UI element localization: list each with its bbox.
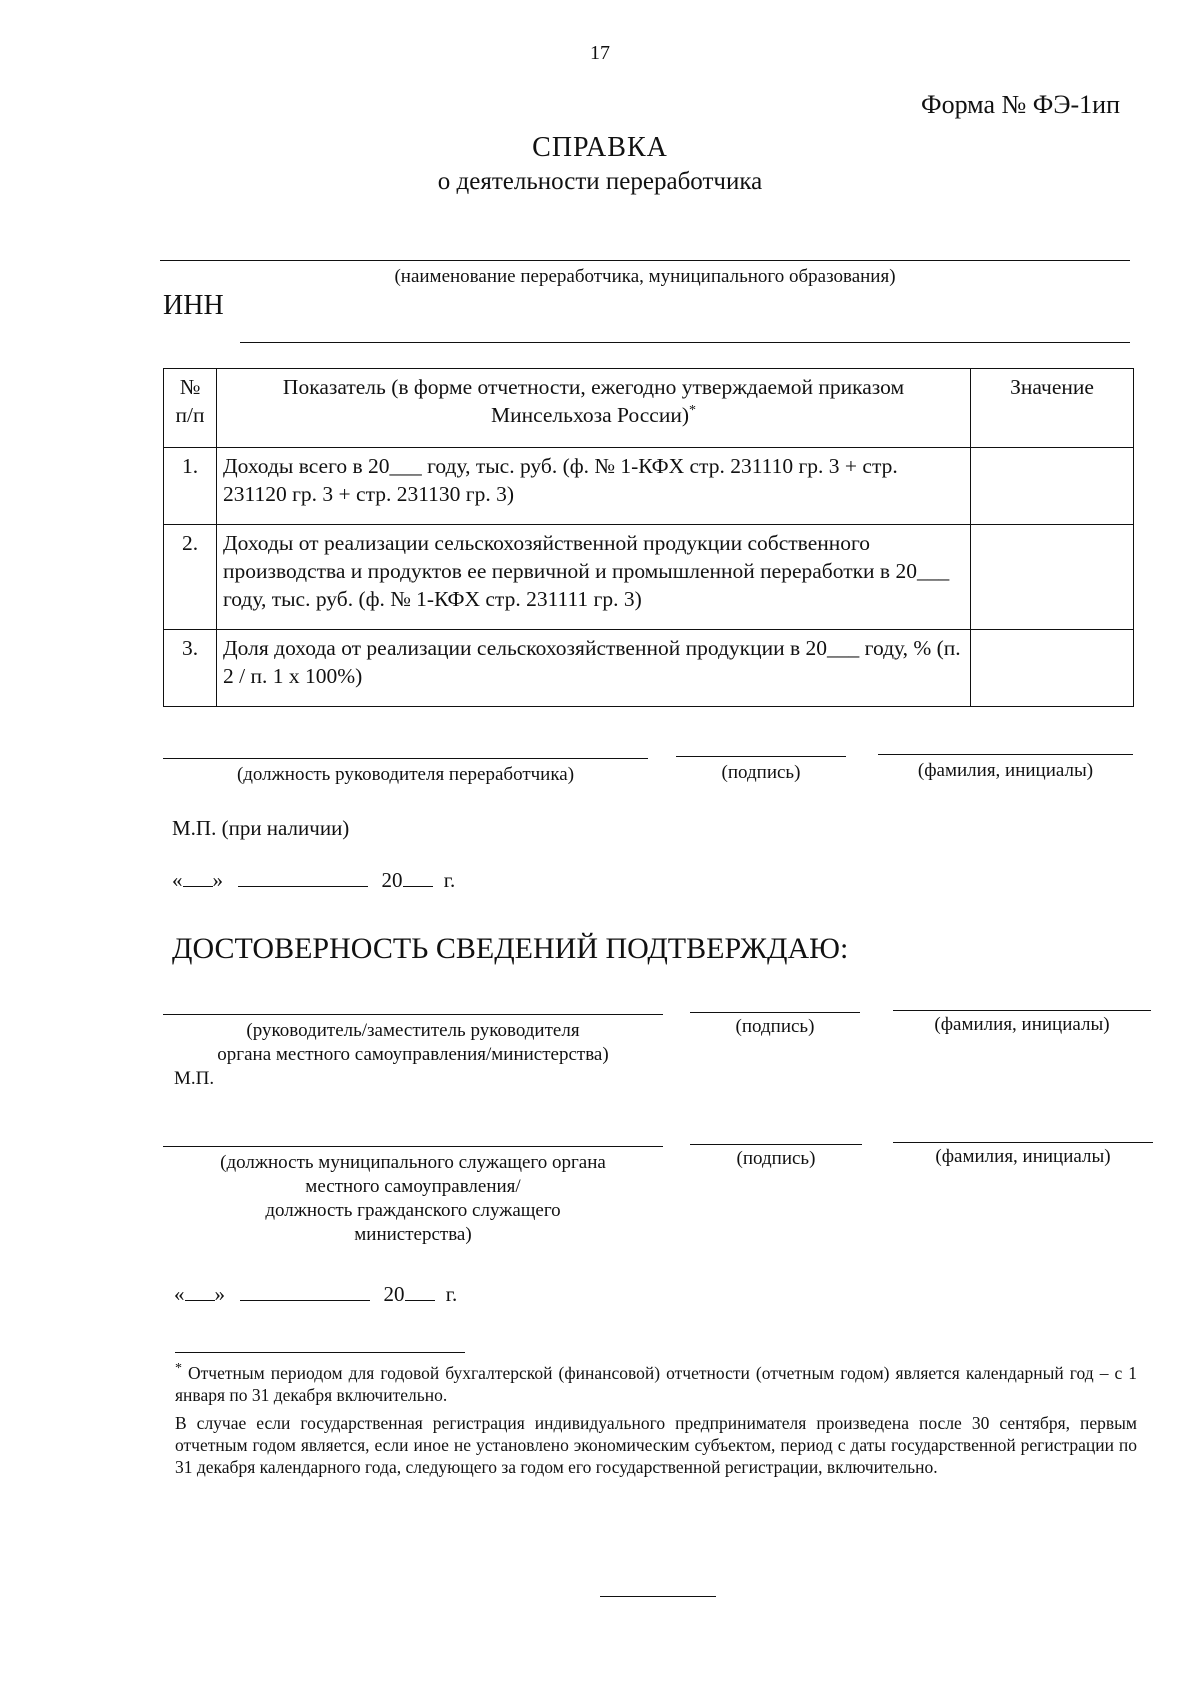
signature-caption: (подпись) <box>736 1148 816 1169</box>
footnote-mark: * <box>175 1361 182 1377</box>
header-indicator <box>217 369 971 448</box>
year-suffix: г. <box>445 1282 458 1306</box>
row-value-cell[interactable] <box>971 448 1134 525</box>
row-text: Доходы от реализации сельскохозяйственной продукции собственного производства и продуктов ее первичной и промышленной переработки в 20___ году, тыс. руб. (ф. № 1-КФХ стр. 231111 гр. 3) <box>217 525 971 630</box>
position-caption-line2: местного самоуправления/ <box>305 1176 521 1197</box>
signature-line[interactable] <box>676 756 846 757</box>
table-header-row <box>164 369 1134 448</box>
date-field <box>174 1282 457 1307</box>
row-text: Доходы всего в 20___ году, тыс. руб. (ф. № 1-КФХ стр. 231110 гр. 3 + стр. 231120 гр. 3 + стр. 231130 гр. 3) <box>217 448 971 525</box>
name-caption: (фамилия, инициалы) <box>935 1146 1111 1167</box>
month-blank[interactable] <box>238 886 368 887</box>
inn-label: ИНН <box>163 290 224 321</box>
position-line[interactable] <box>163 1014 663 1015</box>
row-num: 1. <box>164 448 217 525</box>
position-caption-line3: должность гражданского служащего <box>265 1200 561 1221</box>
year-blank[interactable] <box>405 1300 435 1301</box>
position-caption-line1: (должность муниципального служащего органа <box>220 1152 606 1173</box>
name-caption: (фамилия, инициалы) <box>917 760 1094 781</box>
name-line[interactable] <box>893 1010 1151 1011</box>
signature-line[interactable] <box>690 1144 862 1145</box>
signature-caption: (подпись) <box>735 1016 815 1037</box>
name-line[interactable] <box>160 260 1130 261</box>
day-blank[interactable] <box>183 886 213 887</box>
table-row <box>164 525 1134 630</box>
row-num: 2. <box>164 525 217 630</box>
footnote-paragraph-1 <box>175 1362 1137 1406</box>
indicators-table <box>163 368 1134 707</box>
quote-close: » <box>214 1282 225 1306</box>
document-title: СПРАВКА <box>532 132 668 163</box>
confirm-heading: ДОСТОВЕРНОСТЬ СВЕДЕНИЙ ПОДТВЕРЖДАЮ: <box>172 932 849 965</box>
signature-line[interactable] <box>690 1012 860 1013</box>
form-number: Форма № ФЭ-1ип <box>921 90 1120 119</box>
row-value-cell[interactable] <box>971 630 1134 707</box>
header-value: Значение <box>971 369 1134 448</box>
end-line <box>600 1596 716 1597</box>
name-line[interactable] <box>893 1142 1153 1143</box>
row-text: Доля дохода от реализации сельскохозяйственной продукции в 20___ году, % (п. 2 / п. 1 х 100%) <box>217 630 971 707</box>
table-row <box>164 630 1134 707</box>
header-num: № п/п <box>164 369 217 448</box>
position-line[interactable] <box>163 758 648 759</box>
footnote-text-1: Отчетным периодом для годовой бухгалтерской (финансовой) отчетности (отчетным годом) является календарный год – с 1 января по 31 декабря включительно. <box>175 1363 1137 1405</box>
position-caption: (должность руководителя переработчика) <box>236 764 575 785</box>
stamp-note: М.П. (при наличии) <box>172 816 350 840</box>
row-num: 3. <box>164 630 217 707</box>
stamp-note: М.П. <box>174 1068 215 1089</box>
inn-line[interactable] <box>240 342 1130 343</box>
table-row <box>164 448 1134 525</box>
name-line[interactable] <box>878 754 1133 755</box>
signature-caption: (подпись) <box>721 762 801 783</box>
date-field <box>172 868 455 893</box>
row-value-cell[interactable] <box>971 525 1134 630</box>
position-caption-line2: органа местного самоуправления/министерства) <box>217 1044 609 1065</box>
position-caption-line1: (руководитель/заместитель руководителя <box>246 1020 580 1041</box>
year-blank[interactable] <box>403 886 433 887</box>
position-line[interactable] <box>163 1146 663 1147</box>
quote-close: » <box>212 868 223 892</box>
page-number: 17 <box>590 42 610 64</box>
year-prefix: 20 <box>381 868 403 892</box>
footnote-separator <box>175 1352 465 1353</box>
document-subtitle: о деятельности переработчика <box>437 168 763 195</box>
footnote-paragraph-2: В случае если государственная регистрация индивидуального предпринимателя произведена после 30 сентября, первым отчетным годом является, если иное не установлено экономическим субъектом, период с даты государственной регистрации по 31 декабря календарного года, следующего за годом его государственной регистрации, включительно. <box>175 1413 1137 1477</box>
year-prefix: 20 <box>383 1282 405 1306</box>
position-caption-line4: министерства) <box>354 1224 472 1245</box>
footnote-mark: * <box>689 402 697 418</box>
day-blank[interactable] <box>185 1300 215 1301</box>
name-caption: (наименование переработчика, муниципального образования) <box>394 266 896 287</box>
quote-open: « <box>174 1282 185 1306</box>
month-blank[interactable] <box>240 1300 370 1301</box>
name-caption: (фамилия, инициалы) <box>934 1014 1110 1035</box>
quote-open: « <box>172 868 183 892</box>
year-suffix: г. <box>443 868 456 892</box>
header-indicator-text: Показатель (в форме отчетности, ежегодно утверждаемой приказом Минсельхоза России) <box>282 375 905 427</box>
